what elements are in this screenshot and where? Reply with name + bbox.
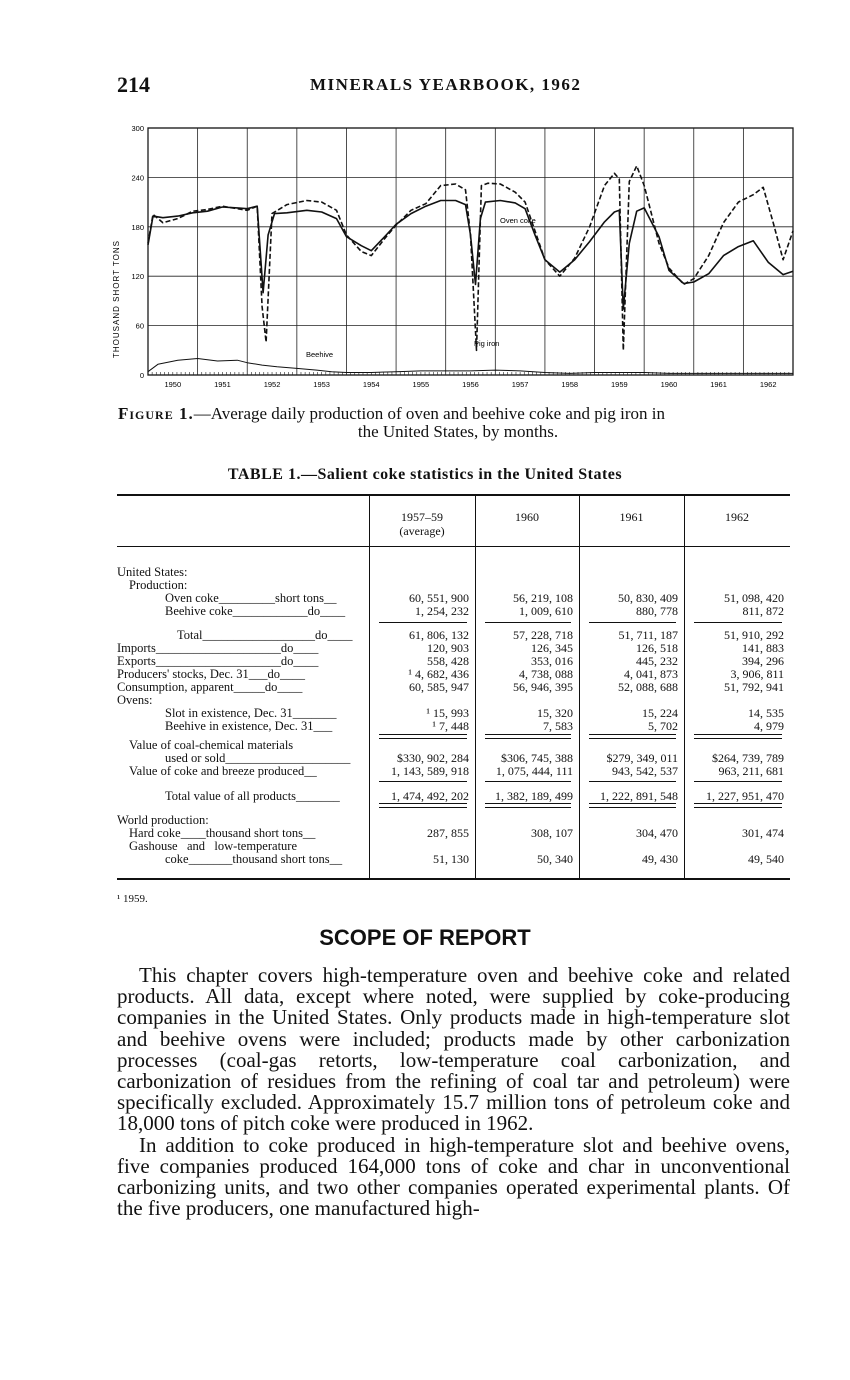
table-cell: 1, 382, 189, 499 — [495, 789, 573, 803]
row-label: Producers' stocks, Dec. 31___do____ — [117, 667, 305, 681]
y-tick-label: 60 — [135, 321, 144, 331]
x-tick-label: 1951 — [214, 380, 231, 389]
table-cell: 4, 041, 873 — [624, 667, 678, 681]
total-rule — [379, 622, 467, 623]
table-cell: 120, 903 — [427, 641, 469, 655]
production-chart — [108, 120, 808, 395]
total-rule — [485, 781, 571, 782]
series-beehive — [148, 359, 793, 374]
table-cell: 304, 470 — [636, 826, 678, 840]
chart-series — [148, 166, 793, 374]
table-cell: 49, 430 — [642, 852, 678, 866]
table-cell: 287, 855 — [427, 826, 469, 840]
row-label: Beehive coke____________do____ — [165, 604, 346, 618]
x-tick-label: 1962 — [759, 380, 777, 389]
x-tick-label: 1959 — [611, 380, 628, 389]
y-axis-label: THOUSAND SHORT TONS — [112, 240, 121, 358]
table-cell: 445, 232 — [636, 654, 678, 668]
section-heading: SCOPE OF REPORT — [319, 925, 531, 950]
x-tick-label: 1957 — [511, 380, 529, 389]
row-label: Beehive in existence, Dec. 31___ — [165, 719, 333, 733]
table-cell: 126, 518 — [636, 641, 678, 655]
table-cell: 811, 872 — [742, 604, 784, 618]
table-cell: ¹ 15, 993 — [426, 706, 469, 720]
table-cell: 51, 792, 941 — [724, 680, 784, 694]
row-label: Total__________________do____ — [177, 628, 353, 642]
table-cell: 56, 219, 108 — [513, 591, 573, 605]
chart-grid — [148, 128, 793, 375]
x-tick-label: 1956 — [462, 380, 479, 389]
table-cell: 1, 143, 589, 918 — [391, 764, 469, 778]
x-axis-ticks — [164, 380, 776, 389]
table-cell: 51, 098, 420 — [724, 591, 784, 605]
table-cell: 61, 806, 132 — [409, 628, 469, 642]
paragraph-1: This chapter covers high-temperature oven and beehive coke and related products. All data, except where noted, were supplied by coke-producing companies in the United States. Only products made in high-temperature slot and beehive ovens were included; products made by other carbonization processes (coal-gas retorts, low-temperature coal carbonization, and carbonization of residues from the refining of coal tar and petroleum) were specifically excluded. Approximately 15.7 million tons of petroleum coke and 18,000 tons of pitch coke were produced in 1962. — [117, 963, 790, 1136]
table-cell: ¹ 4, 682, 436 — [408, 667, 469, 681]
table-cell: $279, 349, 011 — [606, 751, 678, 765]
table-cell: 51, 711, 187 — [618, 628, 678, 642]
table-footnote: ¹ 1959. — [117, 893, 148, 905]
table-cell: 141, 883 — [742, 641, 784, 655]
table-cell: 1, 474, 492, 202 — [391, 789, 469, 803]
page-number: 214 — [117, 72, 150, 97]
row-label: coke_______thousand short tons__ — [165, 852, 343, 866]
row-label: Consumption, apparent_____do____ — [117, 680, 303, 694]
row-label: World production: — [117, 813, 209, 827]
running-head: MINERALS YEARBOOK, 1962 — [310, 75, 582, 94]
table-cell: 126, 345 — [531, 641, 573, 655]
row-label: Total value of all products_______ — [165, 789, 340, 803]
table-cell: 394, 296 — [742, 654, 784, 668]
column-header: 1962 — [725, 510, 749, 524]
pig-iron-annotation: Pig iron — [474, 339, 500, 348]
total-double-rule — [694, 734, 782, 739]
table-cell: 963, 211, 681 — [718, 764, 784, 778]
row-label: Hard coke____thousand short tons__ — [129, 826, 316, 840]
total-double-rule — [589, 734, 676, 739]
caption-text-1: —Average daily production of oven and beehive coke and pig iron in — [193, 404, 666, 423]
table-cell: 1, 222, 891, 548 — [600, 789, 678, 803]
table-cell: 15, 320 — [537, 706, 573, 720]
caption-text-2: the United States, by months. — [357, 422, 559, 441]
beehive-annotation: Beehive — [306, 350, 334, 359]
total-double-rule — [485, 734, 571, 739]
table-bottom-rule — [117, 878, 790, 880]
row-label: Imports____________________do____ — [117, 641, 319, 655]
row-label: Production: — [129, 578, 188, 592]
table-cell: 60, 585, 947 — [409, 680, 469, 694]
x-tick-label: 1952 — [263, 380, 281, 389]
body-text — [117, 965, 790, 1219]
table-cell: 14, 535 — [748, 706, 784, 720]
total-double-rule — [379, 803, 467, 808]
table-cell: 60, 551, 900 — [409, 591, 469, 605]
y-tick-label: 0 — [139, 371, 144, 380]
column-header: 1960 — [515, 510, 539, 524]
column-header: 1961 — [619, 510, 644, 524]
table-cell: 51, 910, 292 — [724, 628, 784, 642]
total-rule — [589, 781, 676, 782]
column-header: 1957–59 (average) — [399, 510, 445, 538]
oven-coke-annotation-line1: Oven coke — [500, 216, 536, 225]
row-label: Ovens: — [117, 693, 153, 707]
y-axis-ticks — [131, 124, 144, 380]
total-rule — [589, 622, 676, 623]
y-tick-label: 240 — [131, 173, 144, 183]
row-label: United States: — [117, 565, 188, 579]
x-tick-label: 1953 — [313, 380, 330, 389]
total-rule — [379, 781, 467, 782]
table-cell: 7, 583 — [543, 719, 573, 733]
y-tick-label: 120 — [131, 272, 144, 282]
total-double-rule — [379, 734, 467, 739]
table-title: TABLE 1.—Salient coke statistics in the United States — [227, 466, 623, 483]
table-cell: 880, 778 — [636, 604, 678, 618]
total-rule — [694, 622, 782, 623]
table-cell: 1, 075, 444, 111 — [495, 764, 573, 778]
table-cell: 4, 979 — [754, 719, 784, 733]
table-cell: $330, 902, 284 — [397, 751, 469, 765]
x-tick-label: 1950 — [164, 380, 182, 389]
total-double-rule — [694, 803, 782, 808]
x-tick-label: 1961 — [710, 380, 727, 389]
table-cell: 943, 542, 537 — [612, 764, 678, 778]
table-cell: 353, 016 — [531, 654, 573, 668]
table-cell: 50, 830, 409 — [618, 591, 678, 605]
row-label: Oven coke_________short tons__ — [165, 591, 337, 605]
row-label: used or sold____________________ — [165, 751, 351, 765]
row-label: Exports____________________do____ — [117, 654, 319, 668]
plot-frame — [148, 128, 793, 375]
table-cell: 51, 130 — [433, 852, 469, 866]
x-tick-label: 1955 — [412, 380, 430, 389]
y-tick-label: 180 — [131, 222, 144, 232]
table-cell: 1, 254, 232 — [415, 604, 469, 618]
table-cell: 308, 107 — [531, 826, 573, 840]
series-pig-iron — [148, 166, 793, 350]
table-head-rule — [117, 546, 790, 547]
row-label: Gashouse and low-temperature — [129, 839, 297, 853]
table-cell: 50, 340 — [537, 852, 573, 866]
table-cell: 56, 946, 395 — [513, 680, 573, 694]
y-tick-label: 300 — [131, 124, 144, 133]
figure-label: Figure 1. — [118, 404, 194, 423]
figure-caption — [118, 405, 798, 441]
series-oven-coke — [148, 201, 793, 310]
x-tick-label: 1954 — [362, 380, 380, 389]
total-double-rule — [485, 803, 571, 808]
row-label: Slot in existence, Dec. 31_______ — [165, 706, 337, 720]
x-tick-label: 1958 — [561, 380, 579, 389]
table-cell: $306, 745, 388 — [501, 751, 573, 765]
table-cell: 52, 088, 688 — [618, 680, 678, 694]
table-top-rule — [117, 494, 790, 496]
table-cell: $264, 739, 789 — [712, 751, 784, 765]
table-cell: 49, 540 — [748, 852, 784, 866]
table-cell: 558, 428 — [427, 654, 469, 668]
total-rule — [694, 781, 782, 782]
row-label: Value of coke and breeze produced__ — [129, 764, 317, 778]
table-cell: 57, 228, 718 — [513, 628, 573, 642]
table-cell: ¹ 7, 448 — [432, 719, 469, 733]
table-cell: 3, 906, 811 — [730, 667, 784, 681]
paragraph-2: In addition to coke produced in high-temperature slot and beehive ovens, five companies produced 164,000 tons of coke and char in unconventional carbonizing units, and two other companies operated experimental plants. Of the five producers, one manufactured high- — [117, 1132, 790, 1221]
table-cell: 1, 227, 951, 470 — [706, 789, 784, 803]
total-double-rule — [589, 803, 676, 808]
table-cell: 15, 224 — [642, 706, 678, 720]
table-cell: 301, 474 — [742, 826, 784, 840]
table-cell: 1, 009, 610 — [519, 604, 573, 618]
total-rule — [485, 622, 571, 623]
coke-statistics-table — [117, 494, 790, 880]
table-cell: 5, 702 — [648, 719, 678, 733]
row-label: Value of coal-chemical materials — [129, 738, 294, 752]
table-cell: 4, 738, 088 — [519, 667, 573, 681]
x-tick-label: 1960 — [660, 380, 678, 389]
